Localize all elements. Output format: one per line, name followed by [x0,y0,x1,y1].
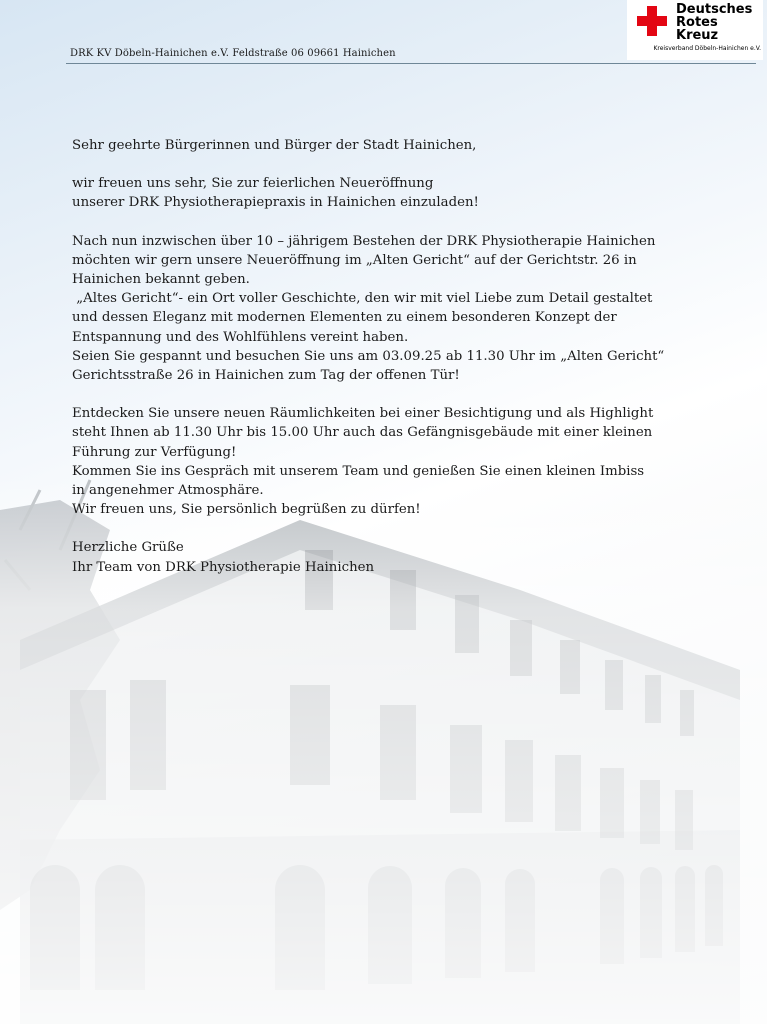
paragraph-line: Nach nun inzwischen über 10 – jährigem Bestehen der DRK Physiotherapie Hainichen [72,233,656,249]
paragraph-line: in angenehmer Atmosphäre. [72,483,264,499]
paragraph-line: unserer DRK Physiotherapiepraxis in Hainichen einzuladen! [72,195,479,211]
logo-line-2: Rotes [676,15,718,30]
drk-logo [627,0,763,60]
paragraph-line: Kommen Sie ins Gespräch mit unserem Team und genießen Sie einen kleinen Imbiss [72,463,645,479]
letter-body [72,136,722,577]
red-cross-icon [637,6,667,36]
paragraph-line: Entspannung und des Wohlfühlens vereint haben. [72,329,409,345]
paragraph-line: Seien Sie gespannt und besuchen Sie uns am 03.09.25 ab 11.30 Uhr im „Alten Gericht“ [72,348,665,364]
salutation: Sehr geehrte Bürgerinnen und Bürger der Stadt Hainichen, [72,138,477,153]
paragraph-line: steht Ihnen ab 11.30 Uhr bis 15.00 Uhr auch das Gefängnisgebäude mit einer kleinen [72,425,653,441]
paragraph-line: Entdecken Sie unsere neuen Räumlichkeiten bei einer Besichtigung und als Highlight [72,406,654,422]
paragraph-line: möchten wir gern unsere Neueröffnung im „Alten Gericht“ auf der Gerichtstr. 26 in [72,252,637,268]
paragraph-line: Hainichen bekannt geben. [72,272,250,288]
closing-greeting: Herzliche Grüße [72,540,184,556]
paragraph-line: Gerichtsstraße 26 in Hainichen zum Tag der offenen Tür! [72,368,460,384]
paragraph-line: wir freuen uns sehr, Sie zur feierlichen Neueröffnung [72,176,434,192]
logo-line-3: Kreuz [676,28,719,43]
paragraph-line: „Altes Gericht“- ein Ort voller Geschichte, den wir mit viel Liebe zum Detail gestaltet [72,291,653,307]
paragraph-line: Führung zur Verfügung! [72,444,237,460]
header-divider [66,63,756,64]
logo-wordmark [676,3,761,42]
paragraph-line: Wir freuen uns, Sie persönlich begrüßen zu dürfen! [72,502,421,518]
logo-line-1: Deutsches [676,2,753,17]
sender-address: DRK KV Döbeln-Hainichen e.V. Feldstraße 06 09661 Hainichen [70,48,396,59]
logo-subline: Kreisverband Döbeln-Hainichen e.V. [653,45,761,52]
paragraph-line: und dessen Eleganz mit modernen Elementen zu einem besonderen Konzept der [72,310,617,326]
closing-signature: Ihr Team von DRK Physiotherapie Hainichen [72,559,375,575]
